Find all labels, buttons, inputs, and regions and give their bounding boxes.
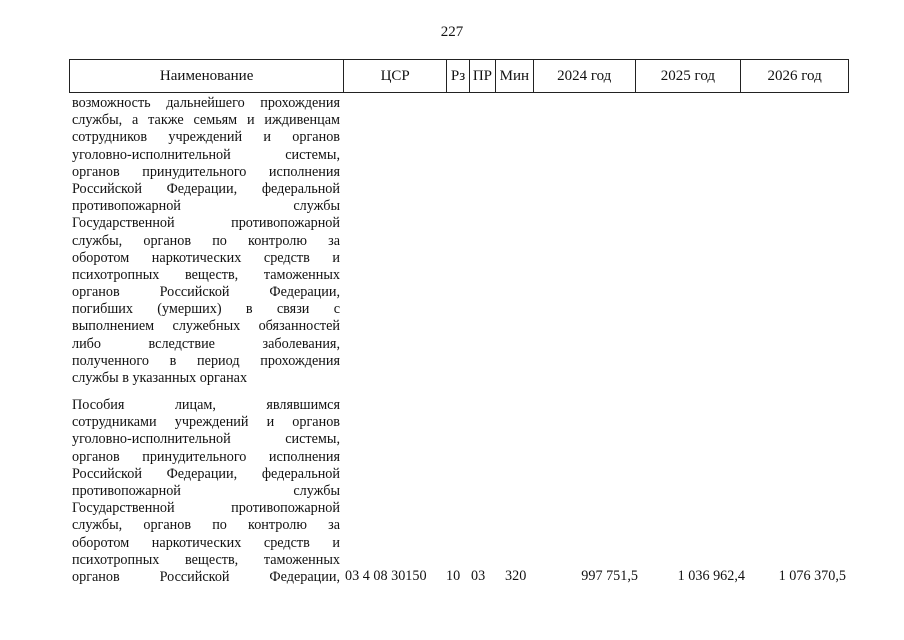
- row-description: [72, 397, 340, 586]
- text-line: либо вследствие заболевания,: [72, 335, 340, 352]
- header-rz: Рз: [447, 60, 470, 92]
- cell-csr: 03 4 08 30150: [345, 568, 427, 584]
- text-line: органов принудительного исполнения: [72, 163, 340, 180]
- text-line: Российской Федерации, федеральной: [72, 465, 340, 482]
- header-csr: ЦСР: [344, 60, 447, 92]
- text-line: Российской Федерации, федеральной: [72, 180, 340, 197]
- text-line: Государственной противопожарной: [72, 215, 340, 232]
- text-line: органов принудительного исполнения: [72, 448, 340, 465]
- header-2026: 2026 год: [767, 67, 822, 84]
- text-line: органов Российской Федерации,: [72, 284, 340, 301]
- text-line: органов Российской Федерации,: [72, 568, 340, 585]
- cell-pr: 03: [471, 568, 486, 584]
- header-pr: ПР: [470, 60, 496, 92]
- text-line: Государственной противопожарной: [72, 500, 340, 517]
- text-line: сотрудников учреждений и органов: [72, 129, 340, 146]
- text-line: службы, а также семьям и иждивенцам: [72, 112, 340, 129]
- cell-rz: 10: [446, 568, 461, 584]
- cell-2024: 997 751,5: [581, 568, 638, 584]
- cell-2026: 1 076 370,5: [778, 568, 846, 584]
- header-min: Мин: [496, 60, 534, 92]
- table-header: [69, 59, 849, 93]
- text-line: погибших (умерших) в связи с: [72, 301, 340, 318]
- text-line: оборотом наркотических средств и: [72, 249, 340, 266]
- cell-2025: 1 036 962,4: [677, 568, 745, 584]
- header-2025: 2025 год: [636, 60, 742, 92]
- text-line: службы в указанных органах: [72, 370, 248, 386]
- text-line: полученного в период прохождения: [72, 352, 340, 369]
- text-line: сотрудниками учреждений и органов: [72, 414, 340, 431]
- header-2024: 2024 год: [534, 60, 636, 92]
- text-line: психотропных веществ, таможенных: [72, 266, 340, 283]
- text-line: противопожарной службы: [72, 198, 340, 215]
- text-line: выполнением служебных обязанностей: [72, 318, 340, 335]
- row-description-continued: [72, 95, 340, 387]
- text-line: психотропных веществ, таможенных: [72, 551, 340, 568]
- text-line: уголовно-исполнительной системы,: [72, 431, 340, 448]
- text-line: Пособия лицам, являвшимся: [72, 397, 340, 413]
- text-line: службы, органов по контролю за: [72, 517, 340, 534]
- cell-min: 320: [505, 568, 527, 584]
- text-line: службы, органов по контролю за: [72, 232, 340, 249]
- text-line: возможность дальнейшего прохождения: [72, 95, 340, 111]
- page-number: 227: [440, 24, 464, 40]
- text-line: противопожарной службы: [72, 482, 340, 499]
- header-name: Наименование: [70, 60, 344, 92]
- text-line: уголовно-исполнительной системы,: [72, 146, 340, 163]
- text-line: оборотом наркотических средств и: [72, 534, 340, 551]
